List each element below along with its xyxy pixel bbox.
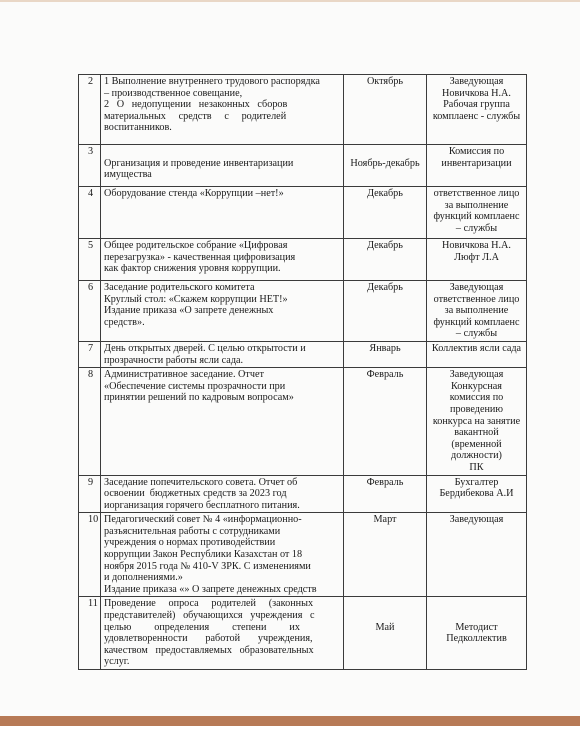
- activity-cell-line: Заседание родительского комитета: [104, 282, 255, 293]
- responsible-cell-line: Заведующая: [449, 76, 504, 87]
- activity-cell: [101, 597, 344, 670]
- responsible-cell-line: Рабочая группа: [443, 99, 510, 111]
- activity-cell-line: Заседание попечительского совета. Отчет об: [104, 476, 298, 488]
- activity-cell: [101, 513, 344, 597]
- responsible-cell-line: комиссия по: [449, 392, 504, 404]
- responsible-cell: [427, 239, 527, 281]
- activity-cell-line: удовлетворенности работой учреждения,: [104, 633, 313, 645]
- term-cell-line: Февраль: [366, 476, 404, 488]
- activity-cell-line: материальных средств с родителей: [104, 110, 287, 122]
- activity-cell-line: Педагогический совет № 4 «информационно-: [104, 514, 302, 526]
- activity-cell-line: Круглый стол: «Скажем коррупции НЕТ!»: [104, 293, 288, 305]
- term-cell-line: [347, 598, 423, 610]
- responsible-cell: [427, 145, 527, 187]
- activity-cell-line: как фактор снижения уровня коррупции.: [104, 263, 281, 275]
- activity-cell-line: освоении бюджетных средств за 2023 год: [104, 488, 287, 500]
- term-cell-line: Декабрь: [367, 282, 403, 293]
- activity-cell-line: День открытых дверей. С целью открытости и: [104, 342, 306, 354]
- activity-cell-line: ноября 2015 года № 410-V ЗРК. С изменениями: [104, 560, 311, 572]
- responsible-cell-line: – службы: [455, 222, 498, 234]
- activity-cell-line: средств».: [104, 316, 145, 328]
- activity-cell: [101, 239, 344, 281]
- responsible-cell: [427, 368, 527, 475]
- responsible-cell-line: вакантной: [454, 427, 499, 439]
- responsible-cell-line: [430, 610, 523, 622]
- term-cell-line: Октябрь: [366, 76, 404, 87]
- term-cell: [344, 597, 427, 670]
- responsible-cell-line: комплаенс - службы: [432, 110, 521, 122]
- responsible-cell-line: за выполнение: [444, 305, 509, 317]
- table-row: [79, 368, 527, 475]
- responsible-cell-line: Люфт Л.А: [454, 251, 499, 263]
- responsible-cell-line: Бердибекова А.И: [439, 488, 514, 500]
- table-row: [79, 341, 527, 367]
- responsible-cell-line: функций комплаенс: [433, 211, 520, 223]
- activity-cell-line: Оборудование стенда «Коррупции –нет!»: [104, 188, 284, 199]
- responsible-cell-line: [430, 598, 523, 610]
- activity-cell-line: принятии решений по кадровым вопросам»: [104, 392, 294, 404]
- activity-cell-line: Организация и проведение инвентаризации: [104, 157, 294, 169]
- term-cell: [344, 75, 427, 145]
- activity-cell-line: Административное заседание. Отчет: [104, 369, 264, 381]
- term-cell-line: Декабрь: [367, 240, 403, 251]
- table-body: [79, 75, 527, 670]
- bottom-edge: [0, 716, 580, 726]
- term-cell: [344, 513, 427, 597]
- activity-cell-line: и дополнениями.»: [104, 572, 183, 584]
- anti-corruption-plan-table: [78, 74, 527, 670]
- term-cell: [344, 187, 427, 239]
- activity-cell: [101, 187, 344, 239]
- row-number: 8: [79, 368, 101, 475]
- responsible-cell-line: Конкурсная: [450, 380, 502, 392]
- responsible-cell: [427, 597, 527, 670]
- activity-cell-line: прозрачности работы ясли сада.: [104, 354, 244, 366]
- activity-cell-line: представителей) обучающихся учреждения с: [104, 610, 315, 622]
- responsible-cell-line: Педколлектив: [446, 633, 507, 645]
- activity-cell-line: Издание приказа «» О запрете денежных средств: [104, 583, 317, 595]
- activity-cell-line: разъяснительная работы с сотрудниками: [104, 525, 281, 537]
- table-row: [79, 187, 527, 239]
- activity-cell-line: 1 Выполнение внутреннего трудового распорядка: [104, 76, 320, 87]
- term-cell: [344, 341, 427, 367]
- term-cell-line: Январь: [369, 342, 401, 354]
- row-number: 10: [79, 513, 101, 597]
- activity-cell-line: коррупции Закон Республики Казахстан от 18: [104, 549, 303, 561]
- row-number: 5: [79, 239, 101, 281]
- term-cell-line: Февраль: [366, 369, 404, 381]
- activity-cell-line: Издание приказа «О запрете денежных: [104, 305, 274, 317]
- row-number: 11: [79, 597, 101, 670]
- row-number: 7: [79, 341, 101, 367]
- responsible-cell-line: Бухгалтер: [454, 476, 499, 488]
- activity-cell-line: воспитанников.: [104, 122, 172, 134]
- term-cell: [344, 145, 427, 187]
- activity-cell-line: Проведение опроса родителей (законных: [104, 598, 314, 610]
- table-row: [79, 281, 527, 342]
- responsible-cell: [427, 341, 527, 367]
- term-cell-line: Декабрь: [367, 188, 403, 199]
- activity-cell-line: «Обеспечение системы прозрачности при: [104, 380, 286, 392]
- row-number: 9: [79, 475, 101, 513]
- activity-cell-line: услуг.: [104, 656, 130, 668]
- table-row: [79, 475, 527, 513]
- responsible-cell-line: ответственное лицо: [433, 293, 520, 305]
- responsible-cell-line: Коллектив ясли сада: [431, 342, 522, 354]
- term-cell-line: [347, 146, 423, 158]
- activity-cell: [101, 281, 344, 342]
- activity-cell: [101, 145, 344, 187]
- activity-cell-line: имущества: [104, 169, 152, 181]
- responsible-cell-line: (временной: [451, 438, 502, 450]
- responsible-cell-line: Заведующая: [449, 514, 504, 526]
- term-cell-line: Ноябрь-декабрь: [350, 157, 420, 169]
- responsible-cell-line: Методист: [455, 621, 498, 633]
- responsible-cell-line: – службы: [455, 328, 498, 340]
- row-number: 3: [79, 145, 101, 187]
- responsible-cell-line: ПК: [469, 461, 484, 473]
- term-cell-line: [347, 610, 423, 622]
- activity-cell: [101, 341, 344, 367]
- term-cell: [344, 239, 427, 281]
- responsible-cell-line: конкурса на занятие: [432, 415, 521, 427]
- responsible-cell-line: ответственное лицо: [433, 188, 520, 199]
- term-cell: [344, 368, 427, 475]
- responsible-cell-line: должности): [451, 450, 502, 462]
- activity-cell: [101, 368, 344, 475]
- table-row: [79, 239, 527, 281]
- activity-cell-line: перезагрузка» - качественная цифровизация: [104, 251, 296, 263]
- term-cell-line: Март: [373, 514, 397, 526]
- row-number: 2: [79, 75, 101, 145]
- top-edge: [0, 0, 580, 2]
- activity-cell-line: иорганизация горячего бесплатного питания.: [104, 499, 300, 511]
- activity-cell-line: 2 О недопущении незаконных сборов: [104, 99, 288, 111]
- responsible-cell: [427, 281, 527, 342]
- term-cell: [344, 475, 427, 513]
- responsible-cell-line: функций комплаенс: [433, 316, 520, 328]
- responsible-cell-line: инвентаризации: [441, 157, 512, 169]
- table-row: [79, 597, 527, 670]
- activity-cell-line: – производственное совещание,: [104, 87, 243, 99]
- activity-cell: [101, 475, 344, 513]
- responsible-cell-line: Новичкова Н.А.: [442, 240, 511, 251]
- term-cell-line: Май: [375, 621, 395, 633]
- activity-cell-line: целью определения степени их: [104, 621, 300, 633]
- responsible-cell-line: проведению: [450, 403, 503, 415]
- responsible-cell-line: Комиссия по: [448, 146, 505, 157]
- responsible-cell-line: Заведующая: [449, 282, 504, 293]
- row-number: 4: [79, 187, 101, 239]
- responsible-cell: [427, 475, 527, 513]
- responsible-cell-line: Заведующая: [449, 369, 504, 381]
- responsible-cell-line: за выполнение: [444, 199, 509, 211]
- term-cell: [344, 281, 427, 342]
- responsible-cell: [427, 187, 527, 239]
- responsible-cell-line: Новичкова Н.А.: [442, 87, 511, 99]
- activity-cell: [101, 75, 344, 145]
- table-row: [79, 513, 527, 597]
- row-number: 6: [79, 281, 101, 342]
- table-row: [79, 145, 527, 187]
- responsible-cell: [427, 75, 527, 145]
- activity-cell-line: Общее родительское собрание «Цифровая: [104, 240, 288, 251]
- activity-cell-line: [104, 146, 340, 158]
- activity-cell-line: учреждения о нормах противодействии: [104, 537, 276, 549]
- activity-cell-line: качеством предоставляемых образовательных: [104, 644, 314, 656]
- table-row: [79, 75, 527, 145]
- responsible-cell: [427, 513, 527, 597]
